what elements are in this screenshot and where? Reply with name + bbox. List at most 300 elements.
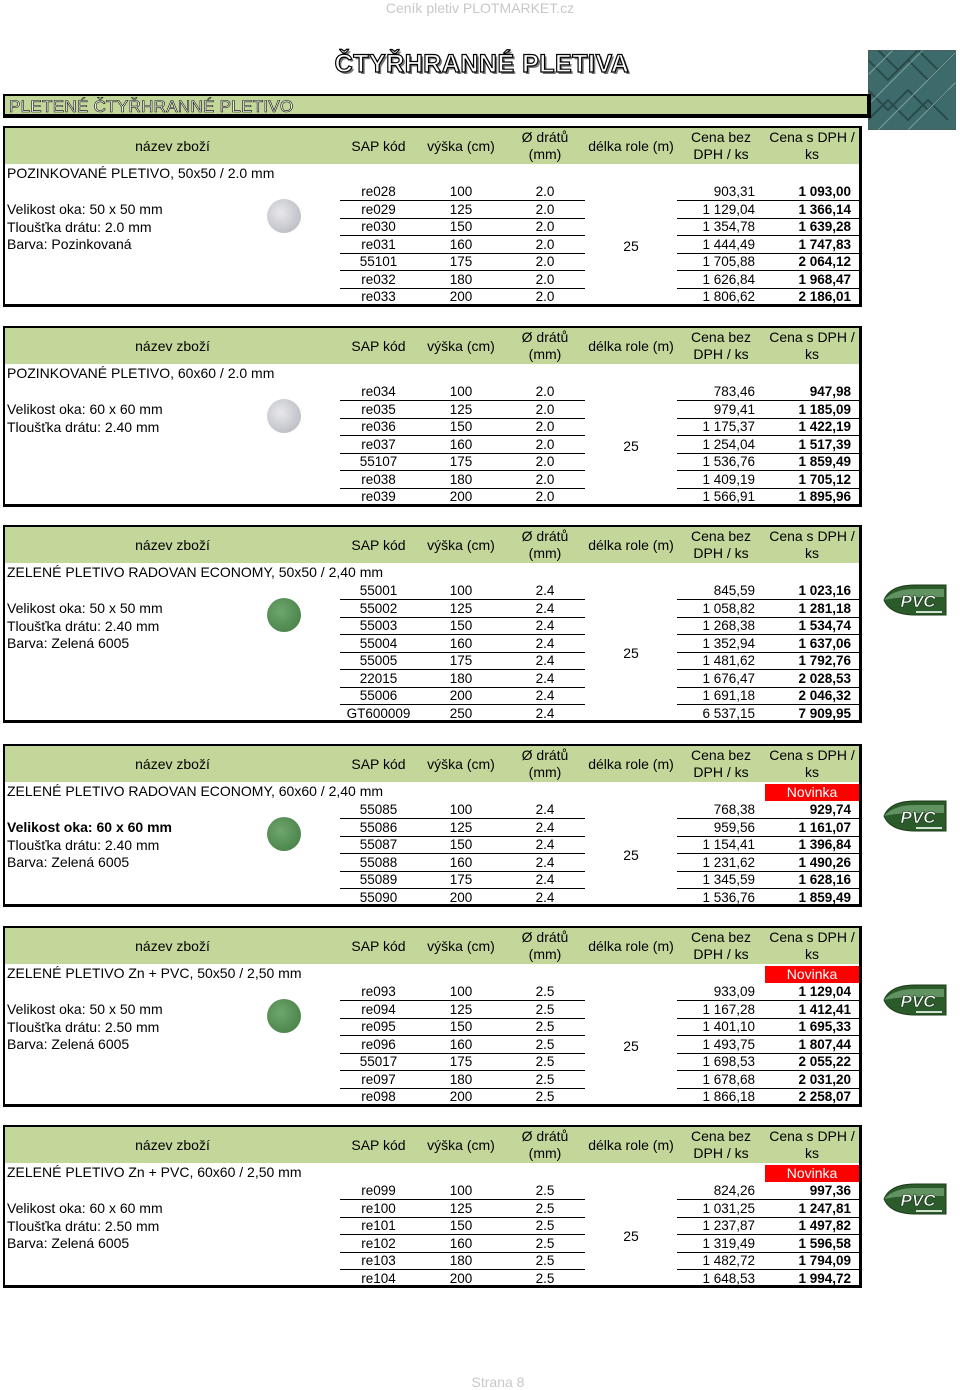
header-price-ex-vat: [677, 528, 765, 562]
price-ex-vat: 783,46: [677, 384, 765, 401]
price-ex-vat: 1 319,49: [677, 1236, 765, 1253]
wire-diameter: 2.0: [505, 219, 585, 236]
wire-diameter: 2.4: [505, 636, 585, 653]
product-name: ZELENÉ PLETIVO Zn + PVC, 60x60 / 2,50 mm: [7, 1164, 302, 1180]
height-cm: 160: [417, 1037, 505, 1054]
price-ex-vat: 1 698,53: [677, 1054, 765, 1071]
header-name-line1: název zboží: [135, 138, 210, 154]
price-ex-vat: 1 648,53: [677, 1271, 765, 1288]
height-cm: 100: [417, 1183, 505, 1200]
header-roll-length-line1: délka role (m): [588, 338, 674, 354]
header-roll-length: [585, 1137, 677, 1154]
spec-line: Velikost oka: 60 x 60 mm: [7, 819, 172, 835]
header-name: [5, 138, 340, 155]
header-price-ex-vat-line1: Cena bez: [691, 528, 751, 544]
table-row: [5, 454, 859, 472]
price-inc-vat: 1 859,49: [765, 890, 859, 907]
price-ex-vat: 1 175,37: [677, 419, 765, 436]
price-inc-vat: 1 129,04: [765, 984, 859, 1001]
spec-line: Tloušťka drátu: 2.40 mm: [7, 617, 160, 634]
wire-diameter: 2.5: [505, 1054, 585, 1071]
header-sap-line1: SAP kód: [351, 1137, 406, 1153]
sap-code: 55086: [340, 820, 417, 837]
price-ex-vat: 1 409,19: [677, 472, 765, 489]
sap-code: re038: [340, 472, 417, 489]
fence-photo: [868, 50, 956, 130]
wire-diameter: 2.0: [505, 272, 585, 289]
table-row: [5, 1037, 859, 1055]
product-name-row: [5, 783, 859, 801]
header-height-line1: výška (cm): [427, 537, 495, 553]
header-sap: [340, 1137, 417, 1154]
sap-code: 22015: [340, 671, 417, 688]
product-name: POZINKOVANÉ PLETIVO, 50x50 / 2.0 mm: [7, 165, 275, 181]
header-price-inc-vat-line2: ks: [805, 545, 819, 561]
wire-diameter: 2.4: [505, 802, 585, 819]
header-diameter-line2: (mm): [528, 346, 562, 362]
wire-diameter: 2.5: [505, 1271, 585, 1288]
spec-line: Tloušťka drátu: 2.40 mm: [7, 418, 160, 435]
table-row: [5, 1054, 859, 1072]
table-header: [5, 527, 859, 563]
spec-line: Barva: Zelená 6005: [7, 854, 130, 870]
price-inc-vat: 1 023,16: [765, 583, 859, 600]
price-ex-vat: 845,59: [677, 583, 765, 600]
product-section: [3, 525, 862, 723]
pvc-logo-text: PVC: [900, 808, 936, 827]
sap-code: re028: [340, 184, 417, 201]
wire-diameter: 2.4: [505, 688, 585, 705]
header-diameter: [505, 329, 585, 363]
height-cm: 150: [417, 618, 505, 635]
sap-code: re100: [340, 1201, 417, 1218]
pvc-logo: [880, 797, 950, 835]
sap-code: GT600009: [340, 706, 417, 723]
wire-diameter: 2.0: [505, 289, 585, 306]
table-row: [5, 802, 859, 820]
wire-diameter: 2.5: [505, 1201, 585, 1218]
header-diameter-line2: (mm): [528, 545, 562, 561]
header-price-inc-vat: [765, 329, 859, 363]
price-inc-vat: 2 064,12: [765, 254, 859, 271]
header-height-line1: výška (cm): [427, 138, 495, 154]
price-inc-vat: 2 055,22: [765, 1054, 859, 1071]
price-inc-vat: 1 281,18: [765, 601, 859, 618]
table-row: [5, 489, 859, 507]
price-ex-vat: 1 444,49: [677, 237, 765, 254]
header-price-ex-vat: [677, 329, 765, 363]
color-swatch-green: [267, 817, 301, 851]
table-row: [5, 1072, 859, 1090]
price-rows: [5, 1183, 859, 1288]
table-row: [5, 237, 859, 255]
wire-diameter: 2.5: [505, 1218, 585, 1235]
spec-line: Velikost oka: 50 x 50 mm: [7, 600, 163, 616]
header-name-line1: název zboží: [135, 756, 210, 772]
price-ex-vat: 1 482,72: [677, 1253, 765, 1270]
price-ex-vat: 1 536,76: [677, 890, 765, 907]
subtitle-bar: [3, 94, 871, 118]
wire-diameter: 2.0: [505, 489, 585, 506]
sap-code: re033: [340, 289, 417, 306]
height-cm: 160: [417, 237, 505, 254]
table-row: [5, 688, 859, 706]
color-swatch-zinc: [267, 399, 301, 433]
price-inc-vat: 1 412,41: [765, 1002, 859, 1019]
header-price-ex-vat-line2: DPH / ks: [693, 146, 749, 162]
spec-line: Tloušťka drátu: 2.50 mm: [7, 1018, 160, 1035]
spec-line: Barva: Zelená 6005: [7, 635, 130, 651]
price-ex-vat: 1 254,04: [677, 437, 765, 454]
sap-code: re104: [340, 1271, 417, 1288]
header-diameter-line2: (mm): [528, 764, 562, 780]
table-row: [5, 1236, 859, 1254]
header-roll-length-line1: délka role (m): [588, 537, 674, 553]
price-ex-vat: 1 806,62: [677, 289, 765, 306]
price-inc-vat: 1 422,19: [765, 419, 859, 436]
header-height: [417, 1137, 505, 1154]
header-name-line1: název zboží: [135, 938, 210, 954]
product-name-row: [5, 365, 859, 383]
header-sap: [340, 756, 417, 773]
header-diameter-line2: (mm): [528, 946, 562, 962]
table-row: [5, 706, 859, 724]
header-sap: [340, 338, 417, 355]
table-row: [5, 855, 859, 873]
roll-length: 25: [623, 1037, 639, 1054]
header-diameter: [505, 747, 585, 781]
height-cm: 125: [417, 1002, 505, 1019]
table-row: [5, 289, 859, 307]
price-ex-vat: 1 481,62: [677, 653, 765, 670]
sap-code: re039: [340, 489, 417, 506]
wire-diameter: 2.0: [505, 402, 585, 419]
height-cm: 125: [417, 820, 505, 837]
product-name-row: [5, 1164, 859, 1182]
wire-diameter: 2.4: [505, 837, 585, 854]
wire-diameter: 2.0: [505, 184, 585, 201]
price-inc-vat: 1 637,06: [765, 636, 859, 653]
sap-code: re035: [340, 402, 417, 419]
price-inc-vat: 947,98: [765, 384, 859, 401]
header-price-ex-vat: [677, 747, 765, 781]
price-ex-vat: 768,38: [677, 802, 765, 819]
price-inc-vat: 1 093,00: [765, 184, 859, 201]
price-inc-vat: 1 534,74: [765, 618, 859, 635]
height-cm: 100: [417, 384, 505, 401]
price-inc-vat: 1 490,26: [765, 855, 859, 872]
wire-diameter: 2.0: [505, 437, 585, 454]
price-ex-vat: 1 536,76: [677, 454, 765, 471]
height-cm: 250: [417, 706, 505, 723]
height-cm: 180: [417, 1253, 505, 1270]
price-ex-vat: 6 537,15: [677, 706, 765, 723]
height-cm: 150: [417, 219, 505, 236]
header-name-line1: název zboží: [135, 338, 210, 354]
price-inc-vat: 1 895,96: [765, 489, 859, 506]
header-price-ex-vat-line2: DPH / ks: [693, 764, 749, 780]
height-cm: 180: [417, 272, 505, 289]
price-inc-vat: 1 695,33: [765, 1019, 859, 1036]
roll-length: 25: [623, 437, 639, 454]
pvc-logo-text: PVC: [900, 1191, 936, 1210]
header-price-inc-vat-line2: ks: [805, 346, 819, 362]
table-row: [5, 472, 859, 490]
height-cm: 200: [417, 489, 505, 506]
product-section: [3, 126, 862, 307]
header-name-line1: název zboží: [135, 1137, 210, 1153]
sap-code: re097: [340, 1072, 417, 1089]
table-row: [5, 254, 859, 272]
table-header: [5, 328, 859, 364]
header-price-ex-vat-line1: Cena bez: [691, 129, 751, 145]
height-cm: 200: [417, 1089, 505, 1106]
novinka-badge: Novinka: [765, 784, 859, 801]
price-inc-vat: 1 807,44: [765, 1037, 859, 1054]
price-inc-vat: 1 596,58: [765, 1236, 859, 1253]
wire-diameter: 2.4: [505, 855, 585, 872]
price-ex-vat: 1 678,68: [677, 1072, 765, 1089]
sap-code: 55001: [340, 583, 417, 600]
header-price-inc-vat: [765, 129, 859, 163]
height-cm: 200: [417, 890, 505, 907]
sap-code: 55085: [340, 802, 417, 819]
wire-diameter: 2.5: [505, 984, 585, 1001]
height-cm: 175: [417, 454, 505, 471]
product-name-row: [5, 564, 859, 582]
table-row: [5, 384, 859, 402]
sap-code: re034: [340, 384, 417, 401]
header-roll-length: [585, 138, 677, 155]
table-row: [5, 872, 859, 890]
sap-code: re098: [340, 1089, 417, 1106]
spec-line: Barva: Zelená 6005: [7, 1036, 130, 1052]
header-roll-length-line1: délka role (m): [588, 938, 674, 954]
header-price-ex-vat-line1: Cena bez: [691, 929, 751, 945]
price-ex-vat: 903,31: [677, 184, 765, 201]
price-ex-vat: 1 058,82: [677, 601, 765, 618]
header-diameter: [505, 1128, 585, 1162]
header-diameter: [505, 929, 585, 963]
height-cm: 150: [417, 837, 505, 854]
height-cm: 180: [417, 472, 505, 489]
sap-code: re103: [340, 1253, 417, 1270]
wire-diameter: 2.5: [505, 1002, 585, 1019]
price-ex-vat: 1 626,84: [677, 272, 765, 289]
price-inc-vat: 1 794,09: [765, 1253, 859, 1270]
spec-line: Barva: Zelená 6005: [7, 1235, 130, 1251]
height-cm: 125: [417, 402, 505, 419]
height-cm: 150: [417, 1019, 505, 1036]
wire-diameter: 2.0: [505, 202, 585, 219]
header-price-inc-vat: [765, 528, 859, 562]
wire-diameter: 2.4: [505, 820, 585, 837]
header-roll-length: [585, 756, 677, 773]
header-price-ex-vat-line2: DPH / ks: [693, 1145, 749, 1161]
wire-diameter: 2.4: [505, 706, 585, 723]
novinka-badge: Novinka: [765, 966, 859, 983]
pvc-logo: [880, 1180, 950, 1218]
wire-diameter: 2.4: [505, 653, 585, 670]
header-price-inc-vat-line2: ks: [805, 764, 819, 780]
spec-line: Velikost oka: 60 x 60 mm: [7, 1200, 163, 1216]
height-cm: 125: [417, 601, 505, 618]
page-title: ČTYŘHRANNÉ PLETIVA: [334, 50, 630, 78]
header-name: [5, 1137, 340, 1154]
subtitle: PLETENÉ ČTYŘHRANNÉ PLETIVO: [9, 97, 294, 116]
price-inc-vat: 1 639,28: [765, 219, 859, 236]
price-inc-vat: 2 186,01: [765, 289, 859, 306]
price-ex-vat: 979,41: [677, 402, 765, 419]
header-roll-length: [585, 938, 677, 955]
sap-code: 55004: [340, 636, 417, 653]
color-swatch-zinc: [267, 199, 301, 233]
sap-code: re037: [340, 437, 417, 454]
price-inc-vat: 7 909,95: [765, 706, 859, 723]
header-diameter-line2: (mm): [528, 146, 562, 162]
wire-diameter: 2.5: [505, 1236, 585, 1253]
color-swatch-green: [267, 598, 301, 632]
header-sap-line1: SAP kód: [351, 938, 406, 954]
novinka-badge: Novinka: [765, 1165, 859, 1182]
sap-code: re099: [340, 1183, 417, 1200]
sap-code: 55090: [340, 890, 417, 907]
price-ex-vat: 1 167,28: [677, 1002, 765, 1019]
table-header: [5, 1127, 859, 1163]
table-row: [5, 583, 859, 601]
sap-code: re093: [340, 984, 417, 1001]
wire-diameter: 2.4: [505, 618, 585, 635]
product-name: ZELENÉ PLETIVO RADOVAN ECONOMY, 50x50 / 2,40 mm: [7, 564, 384, 580]
sap-code: re029: [340, 202, 417, 219]
height-cm: 200: [417, 688, 505, 705]
price-ex-vat: 1 031,25: [677, 1201, 765, 1218]
wire-diameter: 2.5: [505, 1072, 585, 1089]
wire-diameter: 2.5: [505, 1037, 585, 1054]
height-cm: 175: [417, 872, 505, 889]
wire-diameter: 2.4: [505, 583, 585, 600]
header-height-line1: výška (cm): [427, 338, 495, 354]
sap-code: re095: [340, 1019, 417, 1036]
table-row: [5, 272, 859, 290]
header-sap: [340, 537, 417, 554]
header-sap: [340, 138, 417, 155]
header-price-ex-vat-line1: Cena bez: [691, 329, 751, 345]
price-ex-vat: 1 345,59: [677, 872, 765, 889]
product-name: POZINKOVANÉ PLETIVO, 60x60 / 2.0 mm: [7, 365, 275, 381]
header-roll-length: [585, 537, 677, 554]
table-row: [5, 984, 859, 1002]
header-height: [417, 138, 505, 155]
price-inc-vat: 2 028,53: [765, 671, 859, 688]
header-price-ex-vat-line2: DPH / ks: [693, 545, 749, 561]
sap-code: re096: [340, 1037, 417, 1054]
height-cm: 125: [417, 1201, 505, 1218]
table-row: [5, 437, 859, 455]
price-ex-vat: 1 268,38: [677, 618, 765, 635]
price-inc-vat: 1 792,76: [765, 653, 859, 670]
header-sap-line1: SAP kód: [351, 537, 406, 553]
header-price-ex-vat: [677, 129, 765, 163]
product-section: [3, 926, 862, 1107]
price-ex-vat: 824,26: [677, 1183, 765, 1200]
pvc-logo-text: PVC: [900, 592, 936, 611]
header-height: [417, 338, 505, 355]
height-cm: 180: [417, 671, 505, 688]
sap-code: 55088: [340, 855, 417, 872]
price-ex-vat: 1 676,47: [677, 671, 765, 688]
height-cm: 160: [417, 636, 505, 653]
price-inc-vat: 1 497,82: [765, 1218, 859, 1235]
spec-line: Velikost oka: 50 x 50 mm: [7, 1001, 163, 1017]
height-cm: 180: [417, 1072, 505, 1089]
price-inc-vat: 1 161,07: [765, 820, 859, 837]
table-row: [5, 1253, 859, 1271]
product-section: [3, 744, 862, 907]
height-cm: 175: [417, 653, 505, 670]
table-row: [5, 1271, 859, 1289]
height-cm: 200: [417, 1271, 505, 1288]
height-cm: 100: [417, 184, 505, 201]
wire-diameter: 2.4: [505, 872, 585, 889]
header-diameter-line1: Ø drátů: [521, 329, 569, 345]
header-sap: [340, 938, 417, 955]
sap-code: re094: [340, 1002, 417, 1019]
header-height: [417, 537, 505, 554]
price-inc-vat: 1 517,39: [765, 437, 859, 454]
product-section: [3, 326, 862, 507]
height-cm: 100: [417, 984, 505, 1001]
sap-code: re036: [340, 419, 417, 436]
spec-line: Barva: Pozinkovaná: [7, 236, 132, 252]
sap-code: re030: [340, 219, 417, 236]
height-cm: 150: [417, 419, 505, 436]
header-height-line1: výška (cm): [427, 756, 495, 772]
price-ex-vat: 1 691,18: [677, 688, 765, 705]
price-ex-vat: 1 352,94: [677, 636, 765, 653]
wire-diameter: 2.0: [505, 454, 585, 471]
sap-code: 55017: [340, 1054, 417, 1071]
header-name: [5, 756, 340, 773]
height-cm: 160: [417, 855, 505, 872]
sap-code: 55006: [340, 688, 417, 705]
height-cm: 200: [417, 289, 505, 306]
pvc-logo: [880, 981, 950, 1019]
header-name: [5, 338, 340, 355]
height-cm: 160: [417, 1236, 505, 1253]
header-price-inc-vat-line1: Cena s DPH /: [769, 528, 855, 544]
header-price-inc-vat-line1: Cena s DPH /: [769, 929, 855, 945]
wire-diameter: 2.0: [505, 254, 585, 271]
header-diameter-line1: Ø drátů: [521, 929, 569, 945]
header-price-inc-vat-line1: Cena s DPH /: [769, 129, 855, 145]
price-inc-vat: 1 628,16: [765, 872, 859, 889]
table-header: [5, 928, 859, 964]
sap-code: 55107: [340, 454, 417, 471]
header-roll-length-line1: délka role (m): [588, 138, 674, 154]
roll-length: 25: [623, 846, 639, 863]
header-diameter: [505, 528, 585, 562]
table-row: [5, 653, 859, 671]
price-inc-vat: 1 968,47: [765, 272, 859, 289]
header-name: [5, 537, 340, 554]
spec-line: Velikost oka: 50 x 50 mm: [7, 201, 163, 217]
price-inc-vat: 2 258,07: [765, 1089, 859, 1106]
price-inc-vat: 1 185,09: [765, 402, 859, 419]
price-ex-vat: 933,09: [677, 984, 765, 1001]
sap-code: 55005: [340, 653, 417, 670]
wire-diameter: 2.0: [505, 472, 585, 489]
